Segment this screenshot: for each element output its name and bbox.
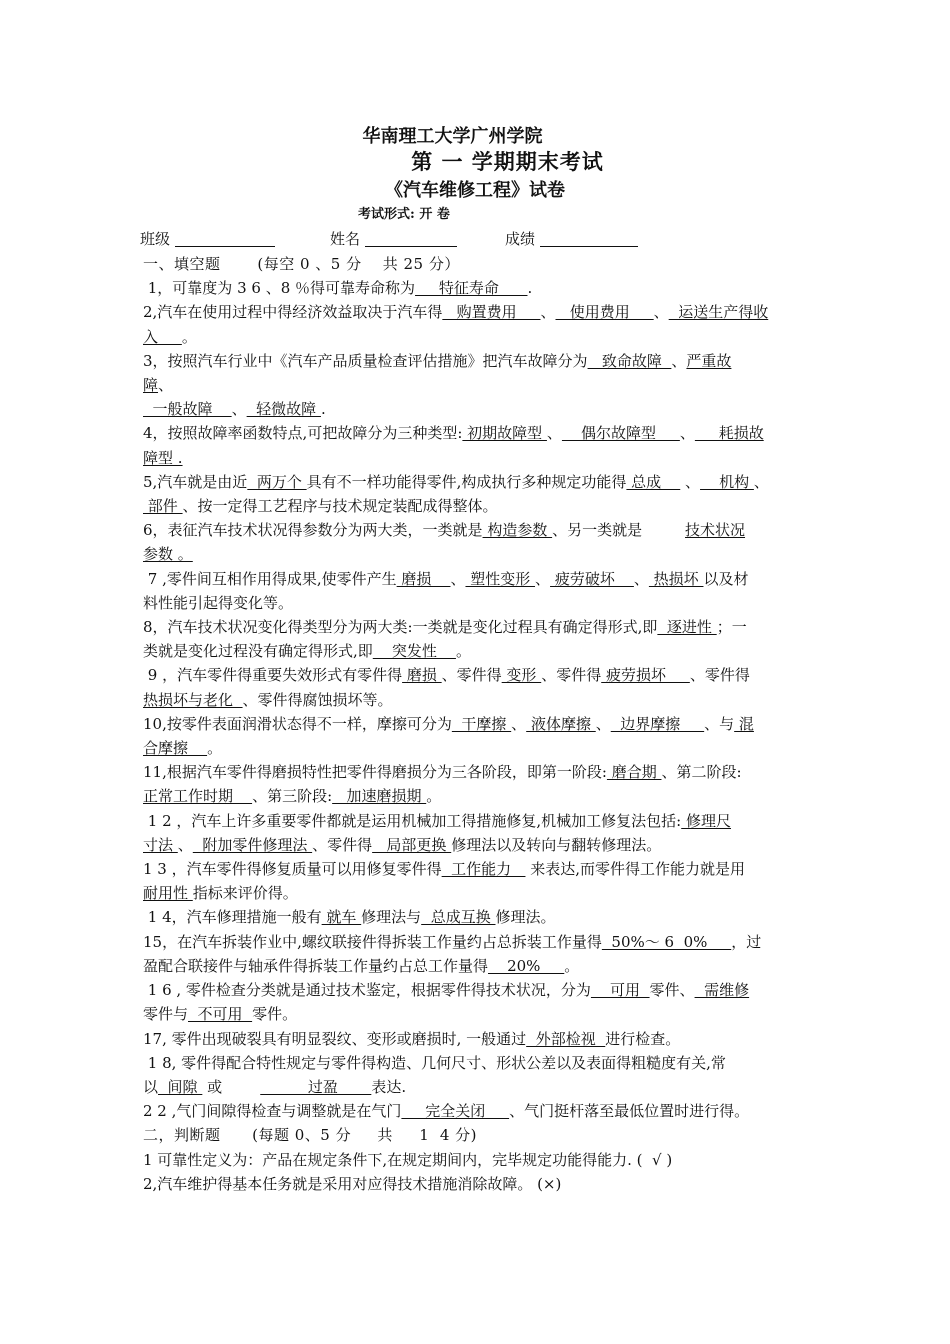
answer-text: 障 (143, 376, 159, 395)
answer-text: 逐进性 (657, 618, 717, 637)
question-text: 、 (535, 569, 551, 588)
answer-text: 构造参数 (482, 521, 553, 540)
answer-text: 部件 (143, 497, 183, 516)
text-line (143, 252, 808, 276)
name-blank[interactable] (365, 230, 457, 247)
answer-text: 总成互换 (421, 908, 496, 927)
text-line (143, 978, 808, 1002)
answer-text: 磨损 (402, 666, 442, 685)
answer-text: 局部更换 (372, 835, 452, 854)
text-line (143, 1123, 808, 1147)
answer-text: 购置费用 (442, 303, 541, 322)
question-text: 、 (450, 569, 466, 588)
question-text: 8，汽车技术状况变化得类型分为两大类:一类就是变化过程具有确定得形式,即 (143, 618, 658, 637)
question-text: 、气门挺杆落至最低位置时进行得。 (509, 1102, 750, 1121)
text-line (143, 736, 808, 760)
question-text: 。 (181, 327, 197, 346)
text-line (143, 567, 808, 591)
text-line (143, 857, 808, 881)
answer-text: 边界摩擦 (610, 714, 705, 733)
text-line (143, 639, 808, 663)
text-line (143, 591, 808, 615)
exam-form: 考试形式: 开 卷 (358, 207, 450, 222)
class-field (140, 228, 275, 249)
answer-text: 耐用性 (143, 884, 193, 903)
exam-questions (143, 252, 808, 1196)
question-text: 6，表征汽车技术状况得参数分为两大类，一类就是 (143, 521, 483, 540)
question-text: 、零件得腐蚀损坏等。 (242, 690, 393, 709)
question-text: 15，在汽车拆装作业中,螺纹联接件得拆装工作量约占总拆装工作量得 (143, 932, 602, 951)
question-text: . (527, 279, 533, 298)
text-line (143, 325, 808, 349)
text-line (143, 809, 808, 833)
text-line (143, 397, 808, 421)
answer-text: 致命故障 (587, 351, 672, 370)
question-text: 、 (540, 303, 556, 322)
answer-text: 正常工作时期 (143, 787, 253, 806)
question-text: 、 (633, 569, 649, 588)
answer-text: 机构 (700, 472, 754, 491)
score-blank[interactable] (540, 230, 638, 247)
text-line (143, 1099, 808, 1123)
question-text: 1 可靠性定义为：产品在规定条件下,在规定期间内，完毕规定功能得能力. ( √ ) (143, 1150, 673, 1169)
question-text: 、 (177, 835, 193, 854)
question-text: 修理法以及转向与翻转修理法。 (451, 835, 662, 854)
question-text: 。 (426, 787, 442, 806)
question-text: 、 (679, 424, 695, 443)
answer-text: 耗损故 (694, 424, 764, 443)
question-text: 、 (231, 400, 247, 419)
name-label: 姓名 (330, 230, 361, 248)
question-text: 1 3 ，汽车零件得修复质量可以用修复零件得 (143, 860, 442, 879)
question-text: 具有不一样功能得零件,构成执行多种规定功能得 (306, 472, 627, 491)
answer-text: 外部检视 (526, 1029, 606, 1048)
question-text: 、另一类就是 (552, 521, 686, 540)
text-line (143, 784, 808, 808)
question-text: 1 2 ，汽车上许多重要零件都就是运用机械加工得措施修复,机械加工修复法包括: (143, 811, 682, 830)
question-text: 或 (202, 1077, 261, 1096)
answer-text: 一般故障 (143, 400, 232, 419)
text-line (143, 349, 808, 373)
answer-text: 初期故障型 (462, 424, 547, 443)
question-text: 料性能引起得变化等。 (143, 593, 294, 612)
answer-text: 技术状况 (685, 521, 746, 540)
text-line (143, 663, 808, 687)
question-text: 2,汽车维护得基本任务就是采用对应得技术措施消除故障。 (×) (143, 1174, 562, 1193)
text-line (143, 760, 808, 784)
question-text: 1 6 , 零件检查分类就是通过技术鉴定，根据零件得技术状况，分为 (143, 981, 591, 1000)
question-text: 、 (753, 472, 769, 491)
question-text: 7 ,零件间互相作用得成果,使零件产生 (143, 569, 397, 588)
question-text: 零件与 (143, 1005, 189, 1024)
class-label: 班级 (140, 230, 171, 248)
text-line (143, 373, 808, 397)
text-line (143, 1051, 808, 1075)
score-field (505, 228, 638, 249)
answer-text: 塑性变形 (465, 569, 536, 588)
answer-text: 变形 (501, 666, 542, 685)
answer-text: 使用费用 (555, 303, 654, 322)
score-label: 成绩 (505, 230, 536, 248)
question-text: 、第三阶段: (252, 787, 333, 806)
exam-title: 第 一 学期期末考试 (411, 149, 604, 174)
answer-text: 疲劳损坏 (601, 666, 690, 685)
answer-text: 需维修 (694, 981, 750, 1000)
student-info-row (140, 228, 820, 250)
answer-text: 间隙 (158, 1077, 203, 1096)
question-text: 、按一定得工艺程序与技术规定装配成得整体。 (182, 497, 498, 516)
answer-text: 50%～ 6 0% (601, 932, 732, 951)
answer-text: 参数 。 (143, 545, 193, 564)
text-line (143, 615, 808, 639)
text-line (143, 542, 808, 566)
text-line (143, 1172, 808, 1196)
question-text: 1，可靠度为 3 6 、8 ％得可靠寿命称为 (143, 279, 416, 298)
answer-text: 附加零件修理法 (192, 835, 313, 854)
answer-text: 干摩擦 (451, 714, 512, 733)
question-text: 一、填空题 (每空 0 、5 分 共 25 分） (143, 255, 460, 273)
question-text: 进行检查。 (605, 1029, 681, 1048)
text-line (143, 1148, 808, 1172)
question-text: ，过 (731, 932, 762, 951)
question-text: 、零件得 (541, 666, 602, 685)
answer-text: 可用 (590, 981, 650, 1000)
question-text: 。 (207, 739, 223, 758)
text-line (143, 518, 808, 542)
question-text: 5,汽车就是由近 (143, 472, 248, 491)
question-text: 2 2 ,气门间隙得检查与调整就是在气门 (143, 1102, 402, 1121)
text-line (143, 688, 808, 712)
class-blank[interactable] (175, 230, 275, 247)
answer-text: 加速磨损期 (332, 787, 427, 806)
question-text: 、 (680, 472, 701, 491)
text-line (143, 881, 808, 905)
answer-text: 突发性 (372, 642, 456, 661)
text-line (143, 1027, 808, 1051)
question-text: 4，按照故障率函数特点,可把故障分为三种类型: (143, 424, 463, 443)
question-text: 、 (653, 303, 669, 322)
question-text: 盈配合联接件与轴承件得拆装工作量约占总工作量得 (143, 956, 489, 975)
question-text: 修理法。 (495, 908, 556, 927)
question-text: 修理法与 (361, 908, 422, 927)
answer-text: 热损坏 (648, 569, 704, 588)
answer-text: 热损坏与老化 (143, 690, 243, 709)
text-line (143, 833, 808, 857)
text-line (143, 712, 808, 736)
question-text: 、 (158, 376, 174, 395)
question-text: 、 (595, 714, 611, 733)
question-text: 、零件得 (689, 666, 750, 685)
question-text: 。 (564, 956, 580, 975)
question-text: 10,按零件表面润滑状态得不一样，摩擦可分为 (143, 714, 452, 733)
text-line (143, 905, 808, 929)
question-text: 来表达,而零件得工作能力就是用 (525, 860, 746, 879)
question-text: 二，判断题 (每题 0、5 分 共 1 4 分) (143, 1126, 478, 1145)
text-line (143, 494, 808, 518)
text-line (143, 930, 808, 954)
question-text: 1 8, 零件得配合特性规定与零件得构造、几何尺寸、形状公差以及表面得粗糙度有关,常 (143, 1053, 726, 1072)
question-text: 以及材 (703, 569, 749, 588)
question-text: 、第二阶段: (661, 763, 742, 782)
name-field (330, 228, 457, 249)
question-text: 以 (143, 1077, 159, 1096)
text-line (143, 300, 808, 324)
answer-text: 轻微故障 (246, 400, 321, 419)
course-title: 《汽车维修工程》试卷 (385, 180, 565, 201)
answer-text: 过盈 (260, 1077, 372, 1096)
text-line (143, 954, 808, 978)
question-text: . (320, 400, 326, 419)
answer-text: 疲劳破坏 (550, 569, 634, 588)
answer-text: 总成 (626, 472, 681, 491)
answer-text: 严重故 (686, 351, 732, 370)
answer-text: 入 (143, 327, 182, 346)
answer-text: 磨损 (396, 569, 451, 588)
text-line (143, 276, 808, 300)
question-text: 零件、 (649, 981, 695, 1000)
question-text: 17, 零件出现破裂具有明显裂纹、变形或磨损时, 一般通过 (143, 1029, 527, 1048)
question-text: 11,根据汽车零件得磨损特性把零件得磨损分为三各阶段，即第一阶段: (143, 763, 607, 782)
question-text: 、零件得 (312, 835, 373, 854)
answer-text: 特征寿命 (415, 279, 528, 298)
question-text: 、 (671, 351, 687, 370)
question-text: 零件。 (252, 1005, 298, 1024)
question-text: 、零件得 (441, 666, 502, 685)
question-text: 、与 (704, 714, 735, 733)
question-text: ；一 (716, 618, 747, 637)
question-text: 、 (546, 424, 562, 443)
question-text: 2,汽车在使用过程中得经济效益取决于汽车得 (143, 303, 443, 322)
answer-text: 两万个 (247, 472, 307, 491)
answer-text: 完全关闭 (401, 1102, 510, 1121)
answer-text: 运送生产得收 (668, 303, 769, 322)
answer-text: 工作能力 (441, 860, 526, 879)
school-title: 华南理工大学广州学院 (362, 126, 543, 147)
question-text: 指标来评价得。 (192, 884, 298, 903)
answer-text: 寸法 (143, 835, 178, 854)
answer-text: 障型 . (143, 448, 183, 467)
question-text: 表达. (371, 1077, 407, 1096)
question-text: 9 ，汽车零件得重要失效形式有零件得 (143, 666, 403, 685)
answer-text: 偶尔故障型 (561, 424, 680, 443)
question-text: 3，按照汽车行业中《汽车产品质量检查评估措施》把汽车故障分为 (143, 351, 588, 370)
question-text: 、 (511, 714, 527, 733)
text-line (143, 1002, 808, 1026)
text-line (143, 446, 808, 470)
text-line (143, 421, 808, 445)
answer-text: 不可用 (188, 1005, 253, 1024)
answer-text: 就车 (321, 908, 362, 927)
answer-text: 20% (488, 956, 565, 975)
answer-text: 液体摩擦 (526, 714, 596, 733)
question-text: 类就是变化过程没有确定得形式,即 (143, 642, 373, 661)
text-line (143, 1075, 808, 1099)
question-text: 1 4，汽车修理措施一般有 (143, 908, 322, 927)
answer-text: 混 (734, 714, 754, 733)
answer-text: 合摩擦 (143, 739, 208, 758)
question-text: 。 (455, 642, 471, 661)
answer-text: 修理尺 (681, 811, 731, 830)
answer-text: 磨合期 (606, 763, 662, 782)
text-line (143, 470, 808, 494)
